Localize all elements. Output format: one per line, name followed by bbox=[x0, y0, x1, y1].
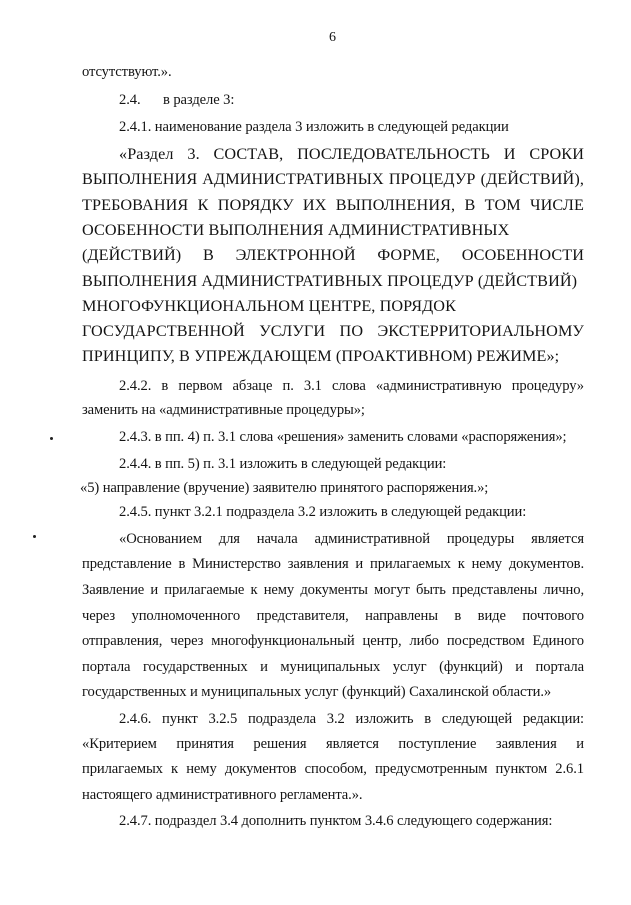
text-line: 2.4.7. подраздел 3.4 дополнить пунктом 3.4.6 следующего содержания: bbox=[119, 813, 553, 829]
text-line: представление в Министерство заявления и прилагаемых к нему документов. bbox=[82, 556, 584, 572]
text-line: «Критерием принятия решения является поступление заявления и bbox=[82, 736, 584, 752]
text-line: заменить на «административные процедуры»; bbox=[82, 402, 365, 418]
text-line: отправления, через многофункциональный центр, либо посредством Единого bbox=[82, 633, 584, 649]
section-heading-line: ОСОБЕННОСТИ ВЫПОЛНЕНИЯ АДМИНИСТРАТИВНЫХ bbox=[82, 221, 510, 239]
text-line: «Основанием для начала административной процедуры является bbox=[119, 531, 584, 547]
section-heading-line: МНОГОФУНКЦИОНАЛЬНОМ ЦЕНТРЕ, ПОРЯДОК bbox=[82, 297, 456, 315]
text-line: через уполномоченного представителя, направлены в виде почтового bbox=[82, 608, 584, 624]
text-line: в разделе 3: bbox=[163, 92, 235, 108]
text-line: 2.4.6. пункт 3.2.5 подраздела 3.2 изложить в следующей редакции: bbox=[119, 711, 584, 727]
scan-speck bbox=[33, 535, 36, 538]
section-heading-line: ВЫПОЛНЕНИЯ АДМИНИСТРАТИВНЫХ ПРОЦЕДУР (ДЕЙСТВИЙ), bbox=[82, 170, 584, 188]
text-line: 2.4.1. наименование раздела 3 изложить в следующей редакции bbox=[119, 119, 509, 135]
text-line: Заявление и прилагаемые к нему документы могут быть представлены лично, bbox=[82, 582, 584, 598]
section-heading-line: ГОСУДАРСТВЕННОЙ УСЛУГИ ПО ЭКСТЕРРИТОРИАЛЬНОМУ bbox=[82, 322, 584, 340]
text-line: «5) направление (вручение) заявителю принятого распоряжения.»; bbox=[80, 480, 489, 496]
text-line: прилагаемых к нему документов способом, предусмотренным пунктом 2.6.1 bbox=[82, 761, 584, 777]
text-line: 2.4.4. в пп. 5) п. 3.1 изложить в следующей редакции: bbox=[119, 456, 447, 472]
list-number: 2.4. bbox=[119, 92, 141, 108]
text-line: государственных и муниципальных услуг (функций) Сахалинской области.» bbox=[82, 684, 552, 700]
text-line: 2.4.5. пункт 3.2.1 подраздела 3.2 изложить в следующей редакции: bbox=[119, 504, 527, 520]
text-line: портала государственных и муниципальных услуг (функций) и портала bbox=[82, 659, 584, 675]
scan-speck bbox=[50, 437, 53, 440]
text-line: настоящего административного регламента.». bbox=[82, 787, 363, 803]
section-heading-line: (ДЕЙСТВИЙ) В ЭЛЕКТРОННОЙ ФОРМЕ, ОСОБЕННОСТИ bbox=[82, 246, 584, 264]
text-line: 2.4.2. в первом абзаце п. 3.1 слова «административную процедуру» bbox=[119, 378, 584, 394]
text-line: отсутствуют.». bbox=[82, 64, 172, 80]
page-number: 6 bbox=[329, 30, 336, 45]
section-heading-line: ВЫПОЛНЕНИЯ АДМИНИСТРАТИВНЫХ ПРОЦЕДУР (ДЕЙСТВИЙ) bbox=[82, 272, 578, 290]
text-line: 2.4.3. в пп. 4) п. 3.1 слова «решения» заменить словами «распоряжения»; bbox=[119, 429, 567, 445]
section-heading-line: ПРИНЦИПУ, В УПРЕЖДАЮЩЕМ (ПРОАКТИВНОМ) РЕЖИМЕ»; bbox=[82, 347, 560, 365]
section-heading-line: «Раздел 3. СОСТАВ, ПОСЛЕДОВАТЕЛЬНОСТЬ И СРОКИ bbox=[119, 145, 584, 163]
section-heading-line: ТРЕБОВАНИЯ К ПОРЯДКУ ИХ ВЫПОЛНЕНИЯ, В ТОМ ЧИСЛЕ bbox=[82, 196, 584, 214]
